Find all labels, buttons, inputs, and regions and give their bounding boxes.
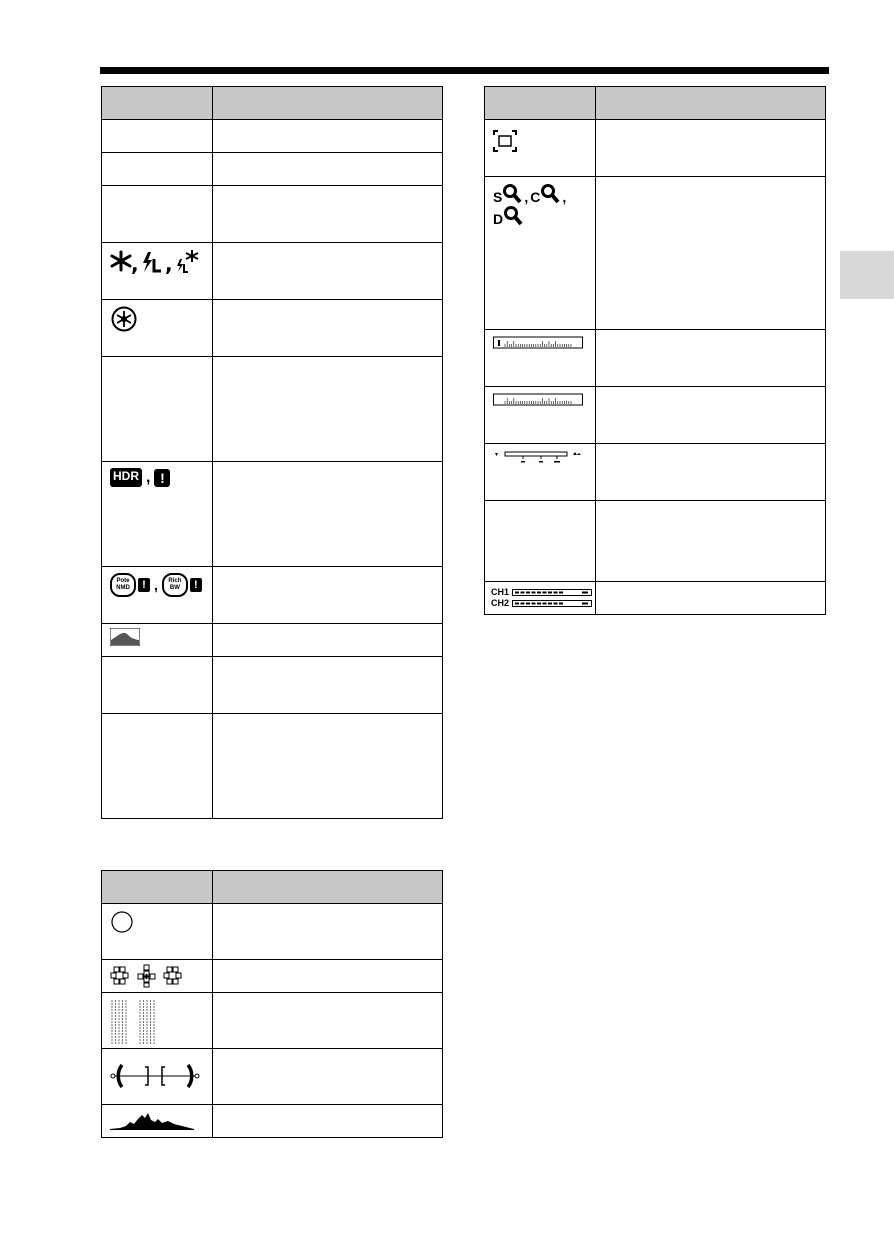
audio-channel-2: CH2 bbox=[491, 598, 595, 609]
table-row bbox=[102, 1049, 443, 1105]
table-row bbox=[485, 582, 826, 615]
header-cell-display bbox=[485, 87, 596, 120]
table-row bbox=[102, 657, 443, 714]
table-row bbox=[102, 993, 443, 1049]
table-row bbox=[102, 462, 443, 567]
picture-effect-warning-icons: Pote NMD ! , Rich BW ! bbox=[110, 573, 212, 597]
table-row bbox=[485, 444, 826, 501]
warning-icon: ! bbox=[190, 578, 202, 592]
clear-image-zoom-icon: C bbox=[530, 183, 560, 205]
table-row bbox=[102, 186, 443, 243]
focus-magnifier-frame-icon bbox=[493, 130, 517, 152]
flash-mode-icons bbox=[110, 249, 202, 275]
audio-channel-1: CH1 bbox=[491, 587, 595, 598]
smart-zoom-icon: S bbox=[493, 183, 522, 205]
display-icons-table-1 bbox=[101, 86, 443, 819]
audio-level-meter-icon bbox=[491, 587, 595, 609]
histogram-small-icon bbox=[110, 628, 140, 646]
hdr-warning-icons: HDR , ! bbox=[110, 468, 212, 487]
flash-charging-icon bbox=[110, 306, 140, 334]
phase-detection-af-area-icon bbox=[110, 999, 170, 1045]
guide-frame-icon bbox=[110, 1063, 200, 1089]
af-area-icons bbox=[110, 964, 184, 988]
table-header-row bbox=[485, 87, 826, 120]
zoom-scale-icon bbox=[493, 450, 583, 466]
warning-icon: ! bbox=[154, 469, 170, 487]
header-cell-indication bbox=[596, 87, 826, 120]
table-row bbox=[102, 120, 443, 153]
table-row bbox=[102, 904, 443, 960]
header-cell-indication bbox=[213, 871, 443, 904]
table-row bbox=[485, 501, 826, 582]
rich-bw-icon: Rich BW bbox=[162, 573, 188, 597]
hdr-icon: HDR bbox=[110, 468, 142, 487]
table-row bbox=[102, 153, 443, 186]
svg-text:,: , bbox=[131, 252, 139, 275]
display-icons-table-2 bbox=[101, 870, 443, 1138]
level-bar-ch2 bbox=[512, 600, 592, 608]
svg-text:,: , bbox=[165, 252, 173, 275]
top-rule bbox=[100, 67, 829, 74]
digital-zoom-icon: D bbox=[493, 205, 523, 227]
histogram-icon bbox=[110, 1109, 194, 1131]
header-cell-display bbox=[102, 87, 213, 120]
warning-icon: ! bbox=[138, 578, 150, 592]
table-row bbox=[485, 387, 826, 444]
shutter-speed-indicator-icon bbox=[493, 336, 583, 350]
header-cell-indication bbox=[213, 87, 443, 120]
table-row bbox=[102, 1105, 443, 1138]
table-row bbox=[102, 300, 443, 357]
table-row bbox=[485, 330, 826, 387]
table-row bbox=[485, 177, 826, 330]
table-row bbox=[102, 714, 443, 819]
side-tab bbox=[840, 251, 894, 299]
table-header-row bbox=[102, 87, 443, 120]
level-bar-ch1 bbox=[512, 589, 592, 597]
table-row bbox=[485, 120, 826, 177]
magnifier-icon bbox=[503, 205, 523, 227]
table-row bbox=[102, 624, 443, 657]
display-icons-table-3 bbox=[484, 86, 826, 615]
table-header-row bbox=[102, 871, 443, 904]
pop-color-icon: Pote NMD bbox=[110, 573, 136, 597]
aperture-indicator-icon bbox=[493, 393, 583, 407]
clear-image-zoom-icons: S , C , D bbox=[493, 183, 583, 227]
magnifier-icon bbox=[502, 183, 522, 205]
spot-metering-circle-icon bbox=[110, 910, 134, 934]
table-row bbox=[102, 243, 443, 300]
header-cell-display bbox=[102, 871, 213, 904]
table-row bbox=[102, 357, 443, 462]
table-row bbox=[102, 960, 443, 993]
table-row bbox=[102, 567, 443, 624]
magnifier-icon bbox=[540, 183, 560, 205]
